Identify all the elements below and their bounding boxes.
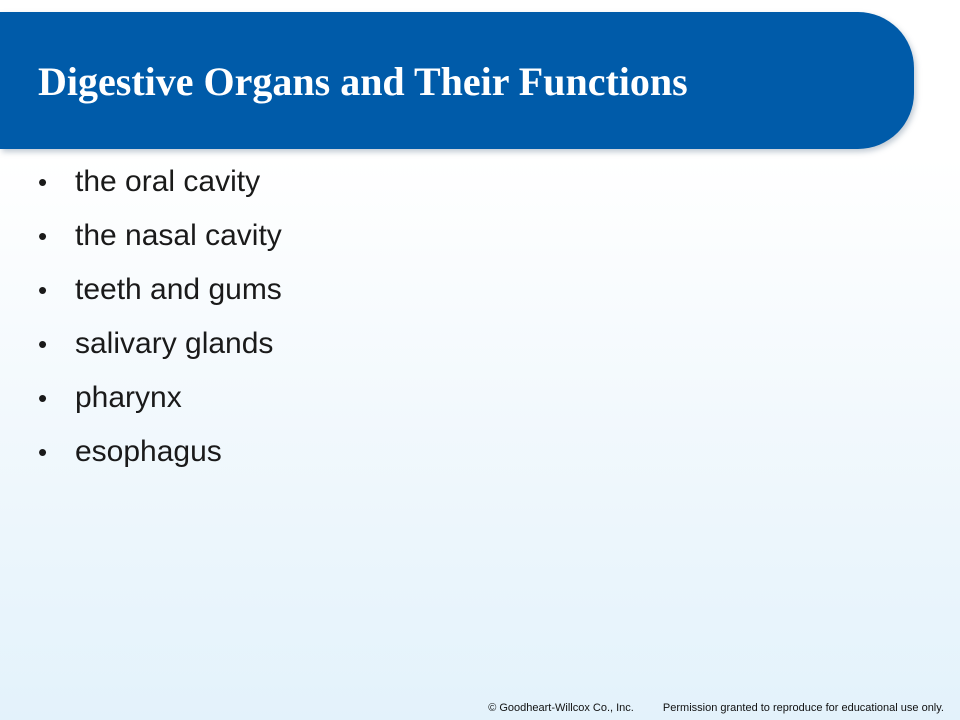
bullet-icon: • [38,221,48,251]
bullet-text: the oral cavity [75,165,261,198]
list-item [38,219,282,273]
slide-title: Digestive Organs and Their Functions [38,59,688,104]
list-item [38,327,282,381]
bullet-icon: • [38,275,48,305]
bullet-text: pharynx [75,381,182,414]
bullet-text: salivary glands [75,327,274,360]
bullet-icon: • [38,383,48,413]
list-item [38,381,282,435]
bullet-list [38,165,282,489]
permission-notice: Permission granted to reproduce for educational use only. [662,702,944,714]
bullet-icon: • [38,437,48,467]
bullet-text: teeth and gums [75,273,282,306]
list-item [38,435,282,489]
bullet-icon: • [38,167,48,197]
copyright-notice: © Goodheart-Willcox Co., Inc. [488,702,634,714]
list-item [38,273,282,327]
bullet-text: the nasal cavity [75,219,282,252]
footer [488,702,944,714]
bullet-text: esophagus [75,435,222,468]
bullet-icon: • [38,329,48,359]
list-item [38,165,282,219]
